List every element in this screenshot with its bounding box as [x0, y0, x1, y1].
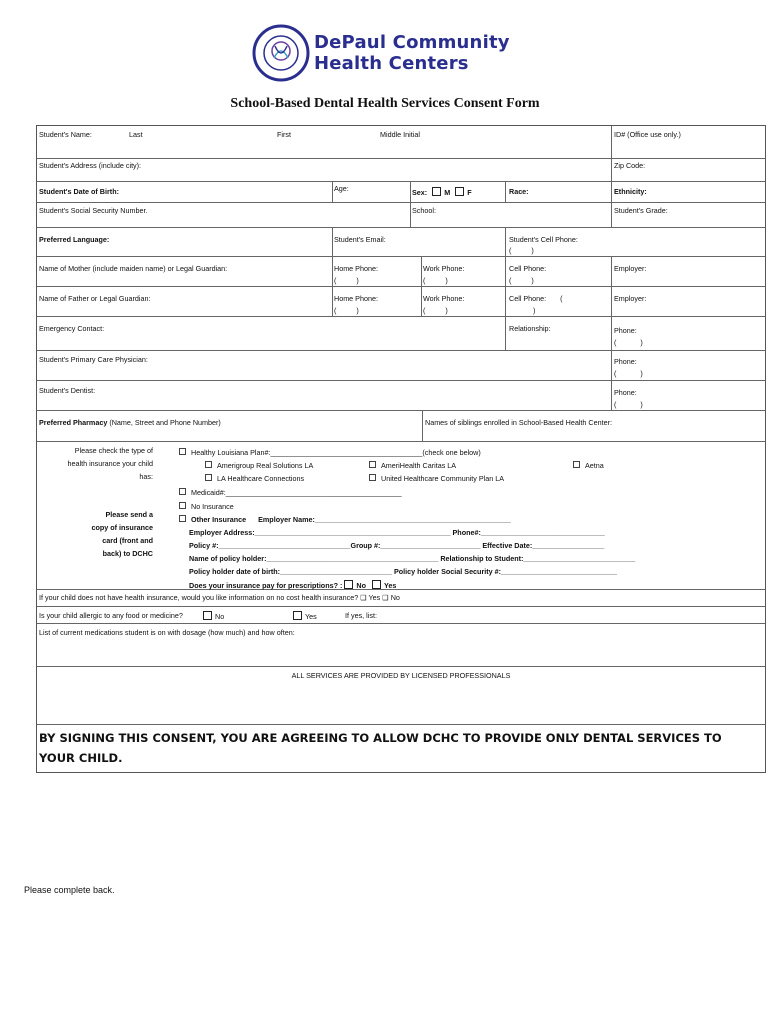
insurance-prompt-2: health insurance your child — [67, 459, 153, 468]
pcp-phone-parens: ( ) — [614, 369, 643, 378]
form-title: School-Based Dental Health Services Consent Form — [230, 96, 540, 111]
aetna-checkbox[interactable] — [573, 461, 580, 468]
dentist-phone-label: Phone: — [614, 388, 637, 397]
logo-emblem-icon — [252, 24, 310, 82]
emergency-contact-label: Emergency Contact: — [39, 324, 105, 333]
middle-initial-label: Middle Initial — [380, 130, 420, 139]
language-label: Preferred Language: — [39, 235, 110, 244]
allergy-yes-option[interactable]: Yes — [293, 611, 317, 621]
aetna-option[interactable]: Aetna — [573, 461, 604, 470]
age-label: Age: — [334, 184, 349, 193]
zip-label: Zip Code: — [614, 161, 646, 170]
allergy-yes-checkbox[interactable] — [293, 611, 302, 620]
amerihealth-option[interactable]: AmeriHealth Caritas LA — [369, 461, 456, 470]
sex-m-label: M — [444, 188, 451, 197]
other-insurance-checkbox[interactable] — [179, 515, 186, 522]
consent-notice: BY SIGNING THIS CONSENT, YOU ARE AGREEING TO ALLOW DCHC TO PROVIDE ONLY DENTAL SERVICES TO YOUR CHILD. — [39, 731, 722, 765]
allergy-question: Is your child allergic to any food or medicine? — [39, 611, 183, 620]
emergency-phone-parens: ( ) — [614, 338, 643, 347]
allergy-list-label: If yes, list: — [345, 611, 377, 620]
office-id-label: ID# (Office use only.) — [614, 130, 681, 139]
sex-label: Sex: — [412, 188, 428, 197]
logo-wordmark — [314, 32, 510, 74]
father-cell-parens: ) — [533, 306, 536, 315]
mother-cell-phone-label: Cell Phone: — [509, 264, 547, 273]
mother-home-phone-label: Home Phone: — [334, 264, 378, 273]
consent-form — [36, 125, 766, 773]
student-cell-parens — [509, 246, 534, 255]
send-card-1: Please send a — [105, 510, 153, 519]
father-home-parens: ( ) — [334, 306, 359, 315]
dentist-label: Student's Dentist: — [39, 386, 96, 395]
employer-name-line: Employer Name:_________________________________________________ — [258, 515, 511, 524]
father-employer-label: Employer: — [614, 294, 647, 303]
mother-work-parens: ( ) — [423, 276, 448, 285]
amerigroup-checkbox[interactable] — [205, 461, 212, 468]
first-name-label: First — [277, 130, 291, 139]
allergy-no-option[interactable]: No — [203, 611, 224, 621]
mother-work-phone-label: Work Phone: — [423, 264, 465, 273]
mother-home-parens: ( ) — [334, 276, 359, 285]
send-card-2: copy of insurance — [91, 523, 153, 532]
sex-m-checkbox[interactable] — [432, 187, 441, 196]
father-home-phone-label: Home Phone: — [334, 294, 378, 303]
ssn-label: Student's Social Security Number. — [39, 206, 148, 215]
healthy-la-option[interactable]: Healthy Louisiana Plan#:______________________________________(check one below) — [179, 448, 481, 457]
la-healthcare-option[interactable]: LA Healthcare Connections — [205, 474, 304, 483]
la-healthcare-checkbox[interactable] — [205, 474, 212, 481]
licensed-notice: ALL SERVICES ARE PROVIDED BY LICENSED PROFESSIONALS — [291, 671, 511, 680]
insurance-prompt-3: has: — [139, 472, 153, 481]
relationship-label: Relationship: — [509, 324, 551, 333]
sex-field — [412, 187, 472, 197]
holder-dob-line: Policy holder date of birth:____________________________ Policy holder Social Security #:_____________________________ — [189, 567, 617, 576]
dentist-phone-parens: ( ) — [614, 400, 643, 409]
student-name-label: Student's Name: — [39, 130, 92, 139]
no-insurance-option[interactable]: No Insurance — [179, 502, 234, 511]
united-checkbox[interactable] — [369, 474, 376, 481]
paren-close: ) — [531, 246, 534, 255]
insurance-prompt-1: Please check the type of — [74, 446, 153, 455]
pcp-phone-label: Phone: — [614, 357, 637, 366]
dob-label: Student's Date of Birth: — [39, 187, 119, 196]
father-cell-phone-label: Cell Phone: ( — [509, 294, 563, 303]
race-label: Race: — [509, 187, 529, 196]
employer-address-line: Employer Address:_________________________________________________ Phone#:_______________________________ — [189, 528, 605, 537]
mother-cell-parens: ( ) — [509, 276, 534, 285]
other-insurance-option[interactable]: Other Insurance Employer Name:_________________________________________________ — [179, 515, 511, 524]
no-cost-question: If your child does not have health insurance, would you like information on no cost health insurance? ❑ Yes ❑ No — [39, 593, 400, 602]
father-work-phone-label: Work Phone: — [423, 294, 465, 303]
healthy-la-checkbox[interactable] — [179, 448, 186, 455]
pcp-label: Student's Primary Care Physician: — [39, 355, 148, 364]
send-card-3: card (front and — [102, 536, 153, 545]
siblings-label: Names of siblings enrolled in School-Based Health Center: — [425, 418, 612, 427]
united-option[interactable]: United Healthcare Community Plan LA — [369, 474, 504, 483]
email-label: Student's Email: — [334, 235, 386, 244]
student-cell-label: Student's Cell Phone: — [509, 235, 578, 244]
rx-no-checkbox[interactable] — [344, 580, 353, 589]
logo — [252, 24, 522, 82]
footer-note: Please complete back. — [24, 885, 115, 895]
grade-label: Student's Grade: — [614, 206, 668, 215]
allergy-no-checkbox[interactable] — [203, 611, 212, 620]
sex-f-label: F — [467, 188, 472, 197]
sex-f-checkbox[interactable] — [455, 187, 464, 196]
mother-label: Name of Mother (include maiden name) or Legal Guardian: — [39, 264, 228, 273]
holder-name-line: Name of policy holder:___________________________________________ Relationship to Student:____________________________ — [189, 554, 636, 563]
policy-line: Policy #:_________________________________Group #:_________________________ Effective Date:__________________ — [189, 541, 605, 550]
last-name-label: Last — [129, 130, 143, 139]
no-insurance-checkbox[interactable] — [179, 502, 186, 509]
medicaid-option[interactable]: Medicaid#:____________________________________________ — [179, 488, 402, 497]
medicaid-checkbox[interactable] — [179, 488, 186, 495]
rx-yes-checkbox[interactable] — [372, 580, 381, 589]
emergency-phone-label: Phone: — [614, 326, 637, 335]
mother-employer-label: Employer: — [614, 264, 647, 273]
medications-label: List of current medications student is on with dosage (how much) and how often: — [39, 628, 295, 637]
address-label: Student's Address (include city): — [39, 161, 142, 170]
pharmacy-label: Preferred Pharmacy (Name, Street and Phone Number) — [39, 418, 221, 427]
send-card-4: back) to DCHC — [102, 549, 153, 558]
school-label: School: — [412, 206, 436, 215]
amerihealth-checkbox[interactable] — [369, 461, 376, 468]
father-work-parens: ( ) — [423, 306, 448, 315]
father-label: Name of Father or Legal Guardian: — [39, 294, 151, 303]
logo-line-2: Health Centers — [314, 53, 469, 74]
ethnicity-label: Ethnicity: — [614, 187, 647, 196]
logo-line-1: DePaul Community — [314, 32, 510, 53]
amerigroup-option[interactable]: Amerigroup Real Solutions LA — [205, 461, 313, 470]
rx-question: Does your insurance pay for prescriptions? : No Yes — [189, 581, 397, 590]
paren-open: ( — [509, 246, 512, 255]
